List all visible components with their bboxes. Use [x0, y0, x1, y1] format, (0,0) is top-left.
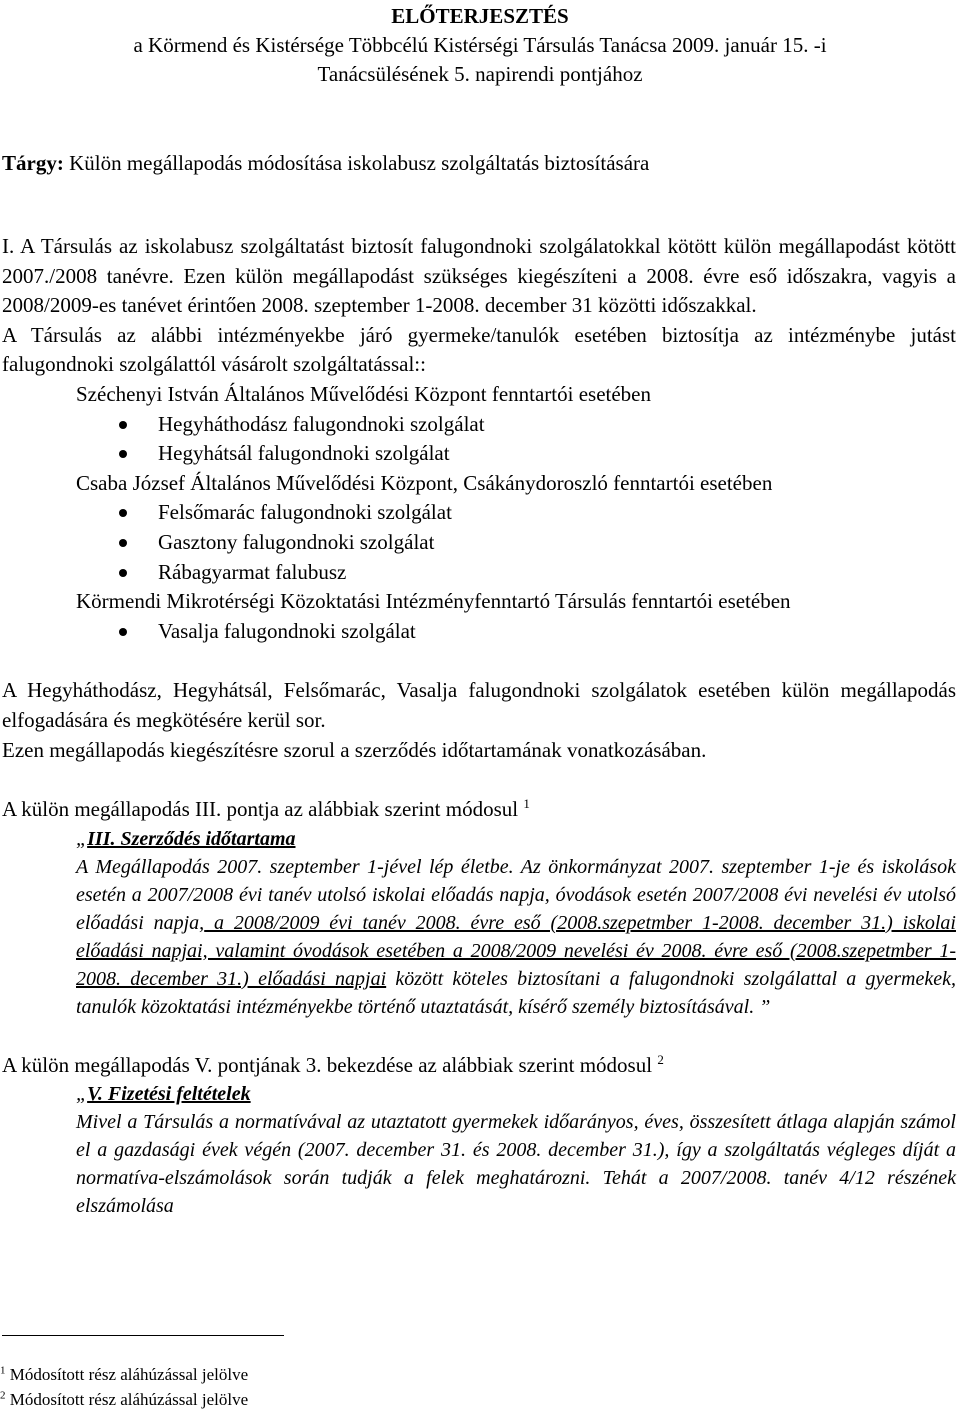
subject-line [2, 151, 649, 176]
list-item-text: Vasalja falugondnoki szolgálat [158, 618, 416, 643]
footnote-number: 1 [0, 1364, 6, 1377]
footnote-ref-2: 2 [657, 1051, 664, 1067]
amendment-2-title-text: V. Fizetési feltételek [87, 1083, 251, 1106]
list-item-text: Felsőmarác falugondnoki szolgálat [158, 500, 452, 525]
list-item [2, 558, 956, 588]
subject-label: Tárgy: [2, 151, 64, 175]
document-title: ELŐTERJESZTÉS [391, 4, 569, 28]
section2-paragraph-2: Ezen megállapodás kiegészítésre szorul a szerződés időtartamának vonatkozásában. [2, 737, 707, 762]
list-item-text: Gasztony falugondnoki szolgálat [158, 529, 435, 554]
heading-line-3: Tanácsülésének 5. napirendi pontjához [317, 62, 643, 86]
footnote-text: Módosított rész aláhúzással jelölve [5, 1390, 249, 1409]
footnote-2 [0, 1390, 248, 1410]
spacer [2, 646, 956, 676]
amendment-1-title [2, 825, 956, 853]
list-item [2, 410, 956, 440]
document-body [2, 232, 956, 1220]
section2-paragraph-1: A Hegyháthodász, Hegyhátsál, Felsőmarác, Vasalja falugondnoki szolgálatok esetében külön megállapodás elfogadására és megkötésére kerül sor. [2, 678, 956, 732]
amendment-1-text-underlined: a 2008/2009 évi tanév 2008. évre eső (2008.szepetmber 1-2008. december 31.) iskolai előadási napjai, valamint óvodások esetében a 2008/2009 nevelési év 2008. évre eső (2008.szepetmber 1-2008. december 31.) előadási napjai [76, 911, 956, 990]
open-quote: „ [76, 827, 88, 850]
bullet-icon [119, 509, 127, 517]
amendment-2-intro [2, 1051, 956, 1081]
bullet-icon [119, 628, 127, 636]
amendment-1-text-end: között köteles biztosítani a falugondnoki szolgálattal a gyermekek, tanulók közoktatási intézményekbe történő utaztatását, kísérő személy biztosításával. ” [76, 967, 956, 1018]
bullet-icon [119, 450, 127, 458]
document-heading [0, 2, 960, 89]
list-item [2, 498, 956, 528]
section1-paragraph-1: I. A Társulás az iskolabusz szolgáltatást biztosít falugondnoki szolgálatokkal kötött külön megállapodást kötött 2007./2008 tanévre. Ezen külön megállapodást szükséges kiegészíteni a 2008. évre eső időszakra, vagyis a 2008/2009-es tanévet érintően 2008. szeptember 1-2008. december 31 közötti időszakkal. [2, 234, 956, 318]
amendment-2-intro-text: A külön megállapodás V. pontjának 3. bekezdése az alábbiak szerint módosul [2, 1052, 658, 1077]
org-2: Csaba József Általános Művelődési Központ, Csákánydoroszló fenntartói esetében [76, 470, 773, 495]
org-3: Körmendi Mikrotérségi Közoktatási Intézményfenntartó Társulás fenntartói esetében [76, 589, 791, 614]
list-item-text: Rábagyarmat falubusz [158, 559, 347, 584]
amendment-2-text: Mivel a Társulás a normatívával az utaztatott gyermekek időarányos, éves, összesített átlaga alapján számol el a gazdasági évek végén (2007. december 31. és 2008. december 31.), így a szolgáltatás végleges díját a normatíva-elszámolások során tudják a felek meghatározni. Tehát a 2007/2008. tanév 4/12 részének elszámolása [76, 1111, 956, 1218]
list-item [2, 617, 956, 647]
amendment-1-text [2, 853, 956, 1021]
footnote-ref-1: 1 [523, 796, 530, 812]
amendment-1-intro [2, 795, 956, 825]
list-item [2, 528, 956, 558]
section1-paragraph-2: A Társulás az alábbi intézményekbe járó gyermeke/tanulók esetében biztosítja az intézménybe jutást falugondnoki szolgálattól vásárolt szolgáltatással:: [2, 322, 956, 377]
amendment-1-title-text: III. Szerződés időtartama [87, 827, 296, 850]
list-item [2, 439, 956, 469]
list-item-text: Hegyhátsál falugondnoki szolgálat [158, 441, 450, 466]
bullet-icon [119, 569, 127, 577]
spacer [2, 765, 956, 795]
list-item-text: Hegyháthodász falugondnoki szolgálat [158, 411, 485, 436]
amendment-1-text-plain: A Megállapodás 2007. szeptember 1-jével lép életbe. Az önkormányzat 2007. szeptember 1-je és iskolások esetén a 2007/2008 évi tanév utolsó iskolai előadás napja, óvodások esetén 2007/2008 évi nevelési év utolsó előadási napja, [76, 855, 956, 934]
subject-text: Külön megállapodás módosítása iskolabusz szolgáltatás biztosítására [63, 151, 650, 175]
spacer [2, 1021, 956, 1051]
heading-line-2: a Körmend és Kistérsége Többcélú Kistérségi Társulás Tanácsa 2009. január 15. -i [133, 33, 827, 57]
footnote-number: 2 [0, 1389, 6, 1402]
amendment-1-intro-text: A külön megállapodás III. pontja az alábbiak szerint módosul [2, 797, 519, 822]
amendment-2-title [2, 1080, 956, 1108]
bullet-icon [119, 539, 127, 547]
footnote-text: Módosított rész aláhúzással jelölve [5, 1365, 249, 1384]
footnote-separator [2, 1335, 284, 1336]
footnote-1 [0, 1365, 248, 1385]
bullet-icon [119, 421, 127, 429]
org-1: Széchenyi István Általános Művelődési Központ fenntartói esetében [76, 381, 651, 406]
open-quote: „ [76, 1083, 88, 1106]
